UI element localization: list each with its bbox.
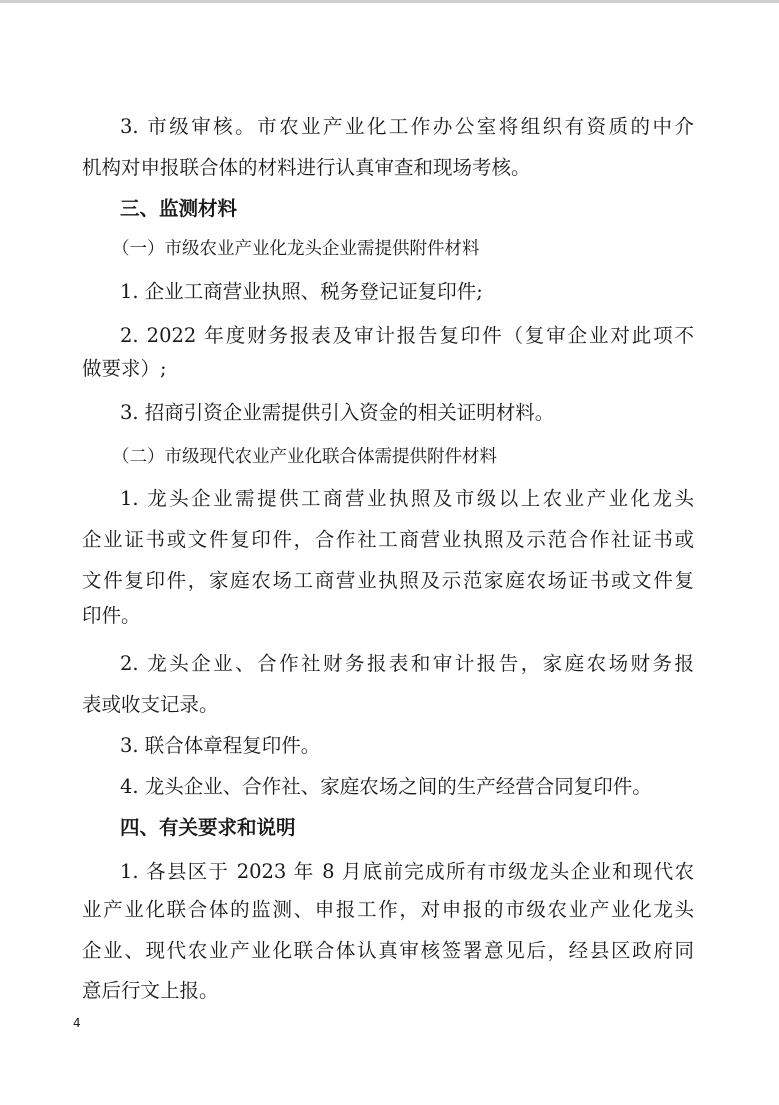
section-heading-requirements: 四、有关要求和说明: [120, 816, 296, 839]
item-business-license: 1. 企业工商营业执照、税务登记证复印件;: [120, 280, 483, 303]
item-financial-report-line2: 做要求）;: [82, 357, 167, 380]
subheading-leading-enterprise-materials: （一）市级农业产业化龙头企业需提供附件材料: [112, 239, 480, 259]
subheading-consortium-materials: （二）市级现代农业产业化联合体需提供附件材料: [112, 447, 497, 467]
para-municipal-review-line1: 3. 市级审核。市农业产业化工作办公室将组织有资质的中介: [120, 115, 694, 138]
item-investment-proof: 3. 招商引资企业需提供引入资金的相关证明材料。: [120, 401, 555, 424]
item-production-contracts: 4. 龙头企业、合作社、家庭农场之间的生产经营合同复印件。: [120, 775, 652, 798]
item-financial-statements-line1: 2. 龙头企业、合作社财务报表和审计报告，家庭农场财务报: [120, 652, 694, 675]
item-financial-report-line1: 2. 2022 年度财务报表及审计报告复印件（复审企业对此项不: [120, 324, 694, 347]
item-county-deadline-line1: 1. 各县区于 2023 年 8 月底前完成所有市级龙头企业和现代农: [120, 860, 694, 883]
item-county-deadline-line2: 业产业化联合体的监测、申报工作，对申报的市级农业产业化龙头: [82, 898, 694, 921]
item-consortium-certificates-line3: 文件复印件，家庭农场工商营业执照及示范家庭农场证书或文件复: [82, 569, 694, 592]
item-county-deadline-line3: 企业、现代农业产业化联合体认真审核签署意见后，经县区政府同: [82, 939, 694, 962]
para-municipal-review-line2: 机构对申报联合体的材料进行认真审查和现场考核。: [82, 156, 531, 179]
section-heading-monitoring-materials: 三、监测材料: [120, 197, 238, 220]
item-financial-statements-line2: 表或收支记录。: [82, 693, 219, 716]
page-number: 4: [73, 1016, 81, 1030]
item-consortium-certificates-line1: 1. 龙头企业需提供工商营业执照及市级以上农业产业化龙头: [120, 487, 694, 510]
item-consortium-charter: 3. 联合体章程复印件。: [120, 734, 321, 757]
item-consortium-certificates-line2: 企业证书或文件复印件，合作社工商营业执照及示范合作社证书或: [82, 528, 694, 551]
item-consortium-certificates-line4: 印件。: [82, 604, 141, 627]
item-county-deadline-line4: 意后行文上报。: [82, 979, 219, 1002]
